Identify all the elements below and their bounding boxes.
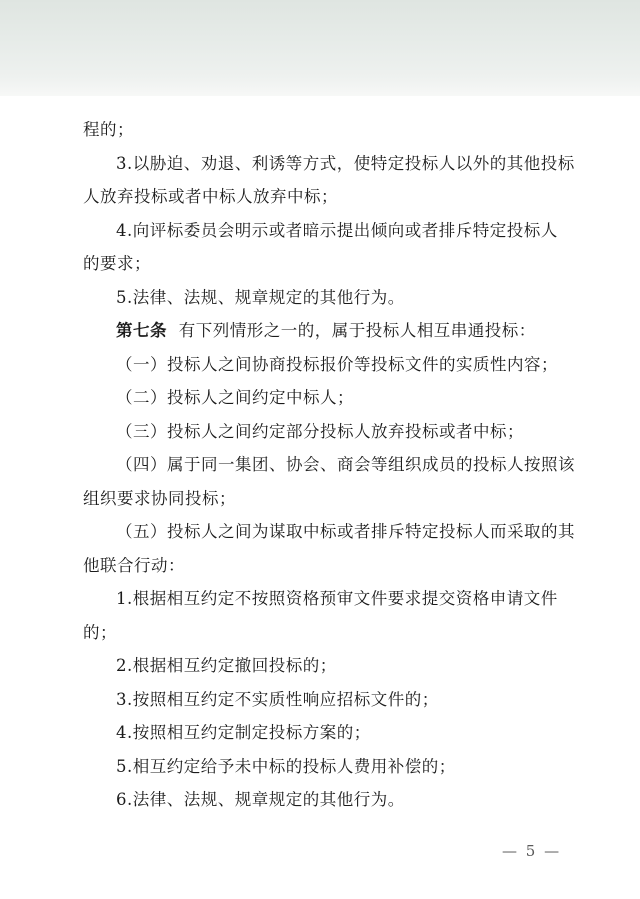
article-line: [116, 321, 536, 341]
text-line: （三）投标人之间约定部分投标人放弃投标或者中标；: [116, 422, 524, 441]
text-line: 5.法律、法规、规章规定的其他行为。: [116, 288, 405, 307]
text-line: 组织要求协同投标；: [83, 489, 236, 508]
text-line: （二）投标人之间约定中标人；: [116, 388, 354, 407]
text-line: 程的；: [83, 120, 134, 139]
text-line: 6.法律、法规、规章规定的其他行为。: [116, 790, 405, 809]
text-line: 的要求；: [83, 254, 151, 273]
text-line: 4.按照相互约定制定投标方案的；: [116, 723, 371, 742]
text-line: （五）投标人之间为谋取中标或者排斥特定投标人而采取的其: [116, 522, 575, 541]
text-line: 3.按照相互约定不实质性响应招标文件的；: [116, 690, 439, 709]
text-line: 的；: [83, 623, 117, 642]
text-line: 3.以胁迫、劝退、利诱等方式，使特定投标人以外的其他投标: [116, 154, 575, 173]
text-line: 人放弃投标或者中标人放弃中标；: [83, 187, 338, 206]
text-line: 4.向评标委员会明示或者暗示提出倾向或者排斥特定投标人: [116, 221, 558, 240]
article-heading: 第七条: [116, 321, 167, 340]
text-line: 他联合行动：: [83, 556, 185, 575]
text-line: （四）属于同一集团、协会、商会等组织成员的投标人按照该: [116, 455, 575, 474]
text-line: （一）投标人之间协商投标报价等投标文件的实质性内容；: [116, 355, 558, 374]
text-line: 1.根据相互约定不按照资格预审文件要求提交资格申请文件: [116, 589, 558, 608]
text-line: 5.相互约定给予未中标的投标人费用补偿的；: [116, 757, 456, 776]
text-line: 2.根据相互约定撤回投标的；: [116, 656, 337, 675]
text-line: 有下列情形之一的，属于投标人相互串通投标：: [178, 321, 536, 340]
page-number: — 5 —: [502, 842, 562, 860]
